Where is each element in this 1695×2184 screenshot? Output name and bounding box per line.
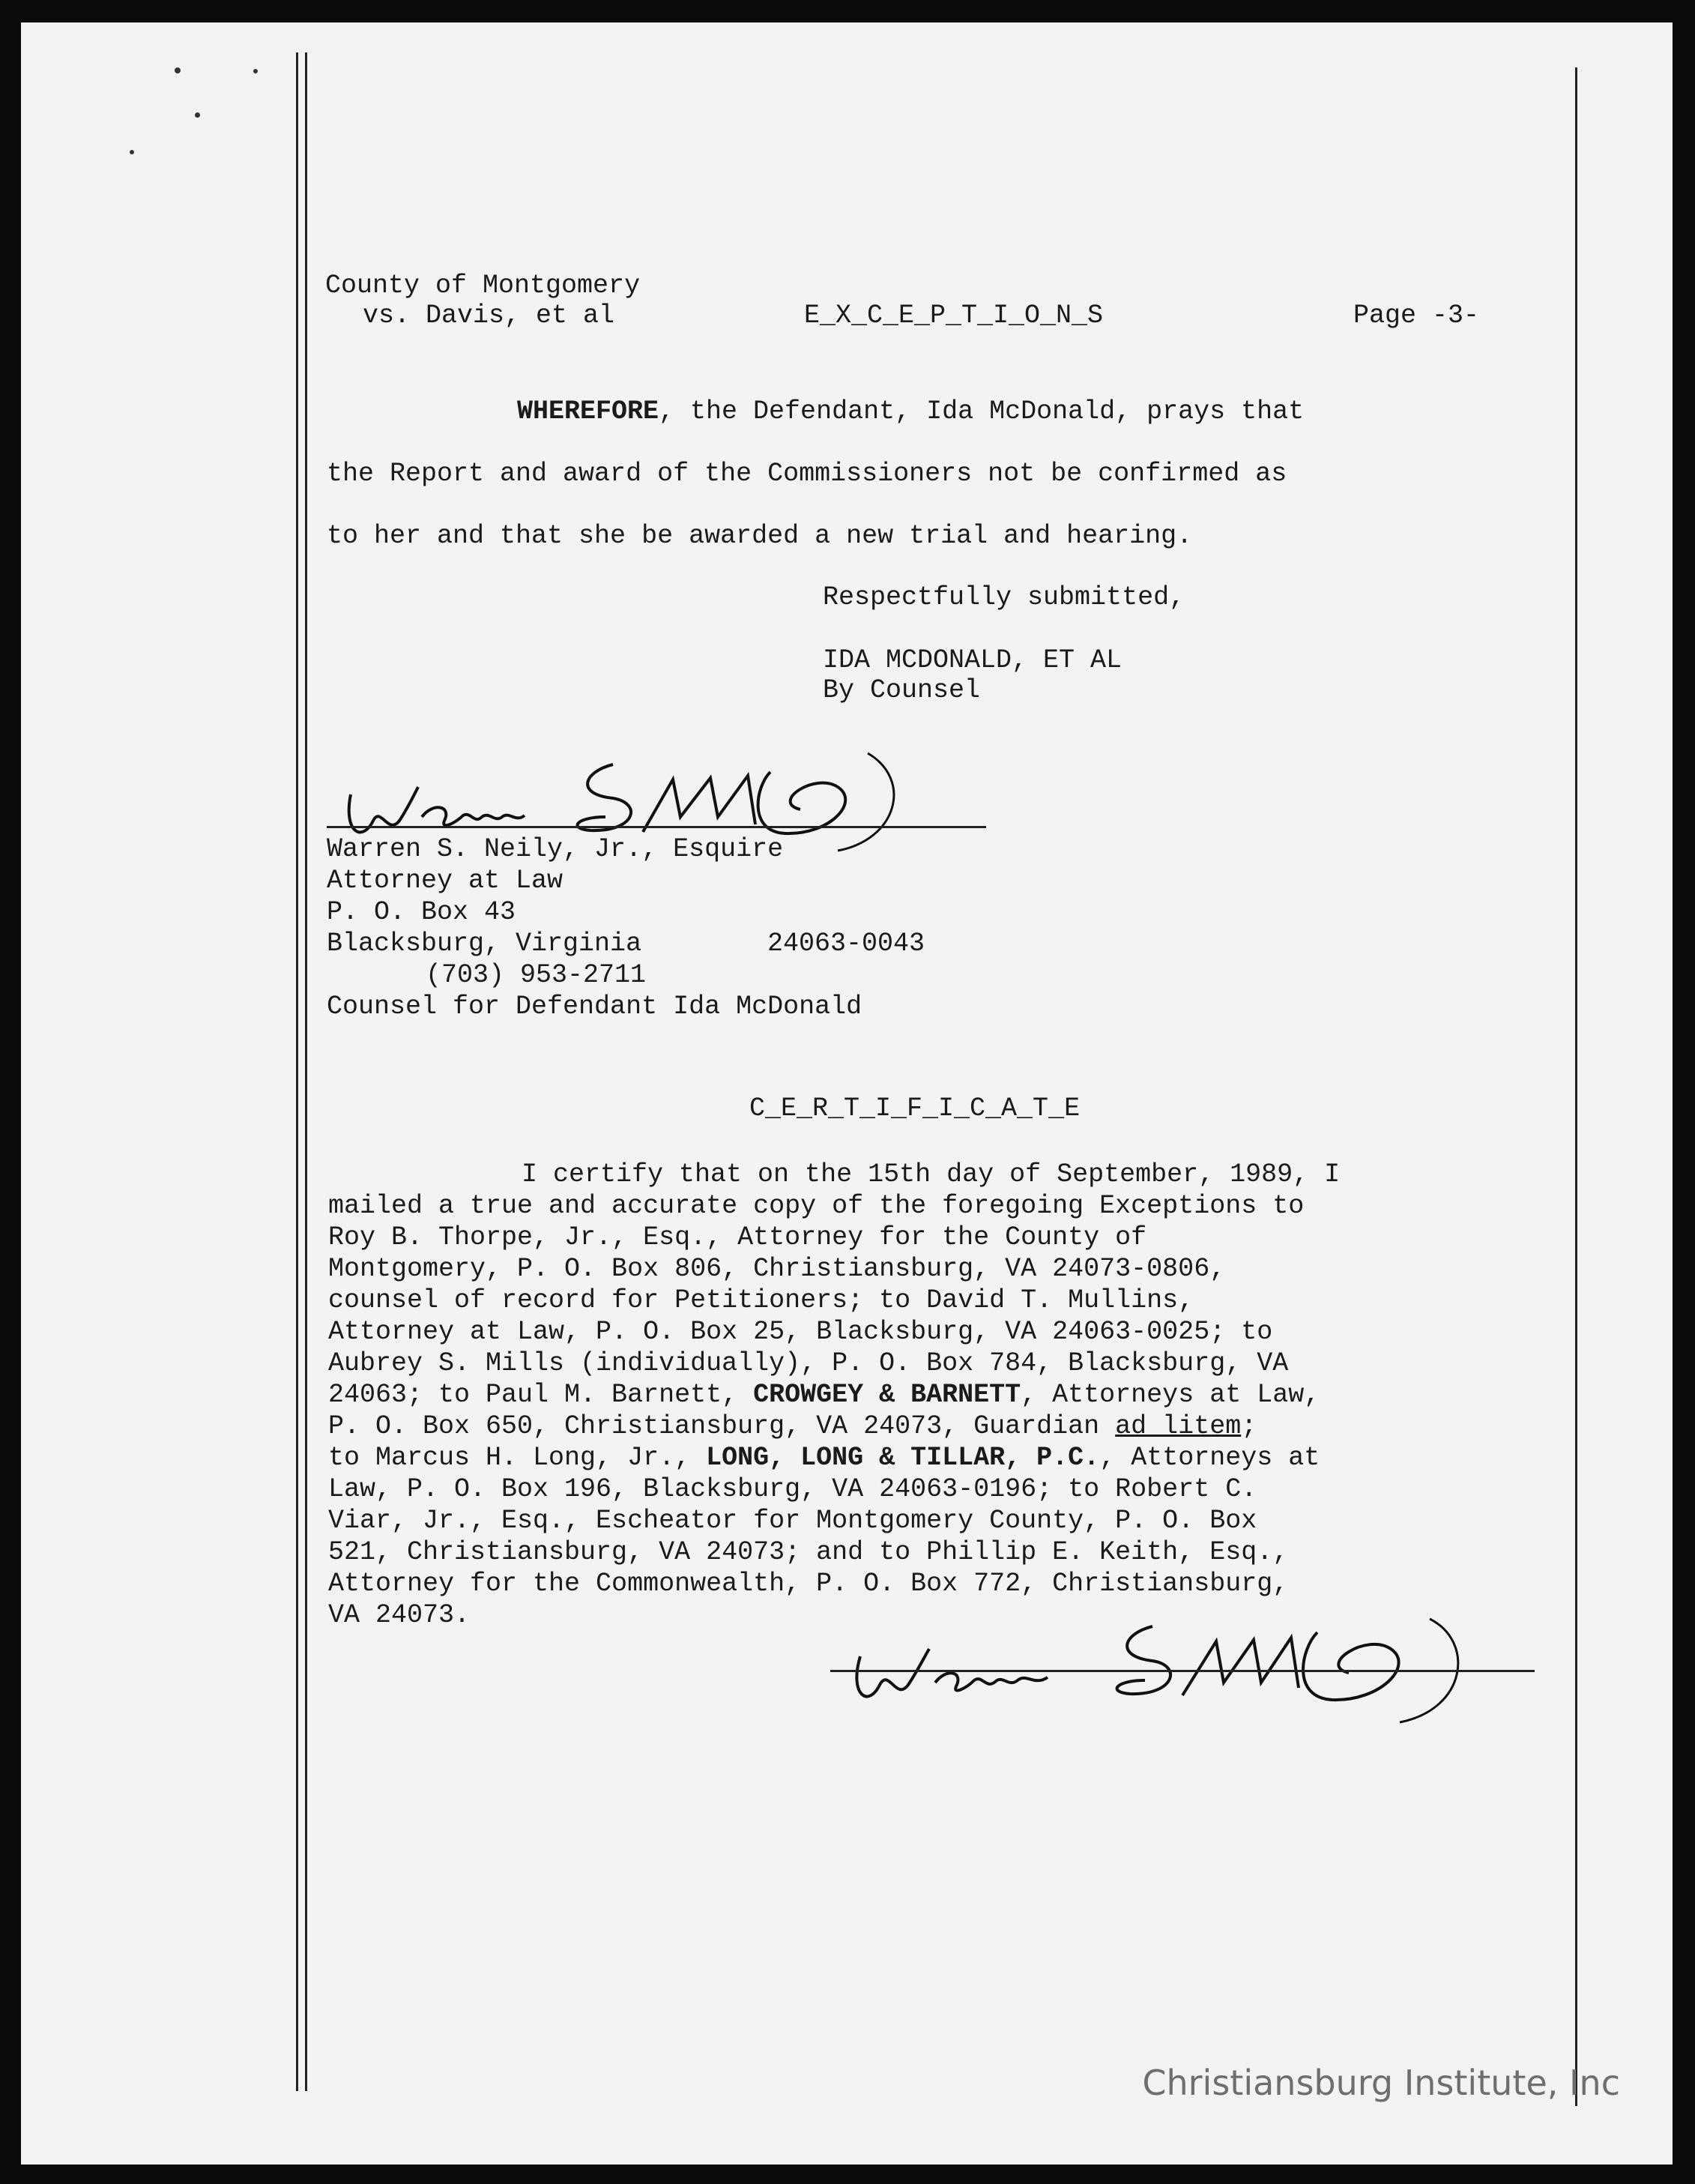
- signature-line-1: [327, 826, 986, 828]
- archive-watermark: Christiansburg Institute, Inc: [1142, 2063, 1620, 2103]
- right-margin-rule: [1575, 67, 1577, 2106]
- attorney-title: Attorney at Law: [327, 866, 564, 896]
- firm-name: CROWGEY & BARNETT: [753, 1380, 1021, 1410]
- certificate-line: Viar, Jr., Esq., Escheator for Montgomery County, P. O. Box: [328, 1506, 1257, 1536]
- attorney-po-box: P. O. Box 43: [327, 897, 516, 927]
- respectfully-submitted: Respectfully submitted,: [823, 582, 1185, 612]
- case-caption-line2: vs. Davis, et al: [363, 301, 615, 331]
- by-counsel: By Counsel: [823, 675, 981, 705]
- certificate-line: [328, 1382, 1320, 1408]
- wherefore-lead: WHEREFORE: [517, 396, 659, 426]
- certificate-line: 521, Christiansburg, VA 24073; and to Phillip E. Keith, Esq.,: [328, 1537, 1289, 1567]
- certificate-line: [328, 1445, 1320, 1471]
- certificate-line-part: 24063; to Paul M. Barnett,: [328, 1380, 754, 1410]
- document-page: [21, 22, 1673, 2165]
- certificate-line: mailed a true and accurate copy of the foregoing Exceptions to: [328, 1191, 1305, 1221]
- attorney-name: Warren S. Neily, Jr., Esquire: [327, 834, 784, 864]
- certificate-line-part: , Attorneys at Law,: [1021, 1380, 1320, 1410]
- wherefore-line3: to her and that she be awarded a new trial and hearing.: [327, 521, 1193, 551]
- certificate-line: counsel of record for Petitioners; to David T. Mullins,: [328, 1285, 1194, 1315]
- certificate-heading: C_E_R_T_I_F_I_C_A_T_E: [749, 1093, 1081, 1123]
- party-name: IDA MCDONALD, ET AL: [823, 645, 1123, 675]
- attorney-phone: (703) 953-2711: [426, 960, 647, 990]
- certificate-line: [328, 1411, 1257, 1441]
- document-title: E_X_C_E_P_T_I_O_N_S: [804, 301, 1104, 331]
- wherefore-line1-rest: , the Defendant, Ida McDonald, prays that: [659, 396, 1305, 426]
- certificate-line: Aubrey S. Mills (individually), P. O. Box 784, Blacksburg, VA: [328, 1348, 1289, 1378]
- scan-speck: [195, 112, 200, 118]
- signature-line-2: [830, 1670, 1535, 1672]
- attorney-zip: 24063-0043: [767, 929, 925, 959]
- attorney-city: Blacksburg, Virginia: [327, 929, 642, 959]
- scan-speck: [130, 150, 134, 154]
- certificate-line-part: , Attorneys at: [1099, 1443, 1320, 1473]
- wherefore-line2: the Report and award of the Commissioners not be confirmed as: [327, 459, 1287, 489]
- certificate-line: Law, P. O. Box 196, Blacksburg, VA 24063-0196; to Robert C.: [328, 1474, 1257, 1504]
- certificate-line: I certify that on the 15th day of September, 1989, I: [522, 1159, 1341, 1189]
- certificate-line-part: to Marcus H. Long, Jr.,: [328, 1443, 707, 1473]
- certificate-line: Montgomery, P. O. Box 806, Christiansburg, VA 24073-0806,: [328, 1254, 1226, 1284]
- page-number: Page -3-: [1353, 301, 1480, 331]
- certificate-line-part: P. O. Box 650, Christiansburg, VA 24073, Guardian: [328, 1411, 1116, 1441]
- firm-name: LONG, LONG & TILLAR, P.C.: [706, 1443, 1100, 1473]
- scan-speck: [253, 69, 258, 73]
- certificate-signature: [830, 1596, 1565, 1731]
- certificate-line: Attorney at Law, P. O. Box 25, Blacksburg, VA 24063-0025; to: [328, 1317, 1273, 1347]
- certificate-line: VA 24073.: [328, 1600, 471, 1630]
- certificate-line: Roy B. Thorpe, Jr., Esq., Attorney for the County of: [328, 1222, 1147, 1252]
- attorney-role: Counsel for Defendant Ida McDonald: [327, 992, 862, 1022]
- wherefore-line1: [517, 396, 1305, 426]
- certificate-line: Attorney for the Commonwealth, P. O. Box 772, Christiansburg,: [328, 1569, 1289, 1599]
- left-margin-rule-inner: [305, 52, 307, 2091]
- ad-litem-text: ad litem: [1115, 1411, 1242, 1441]
- left-margin-rule-outer: [296, 52, 298, 2091]
- scan-speck: [175, 67, 181, 73]
- certificate-line-part: ;: [1241, 1411, 1257, 1441]
- case-caption-line1: County of Montgomery: [325, 271, 641, 301]
